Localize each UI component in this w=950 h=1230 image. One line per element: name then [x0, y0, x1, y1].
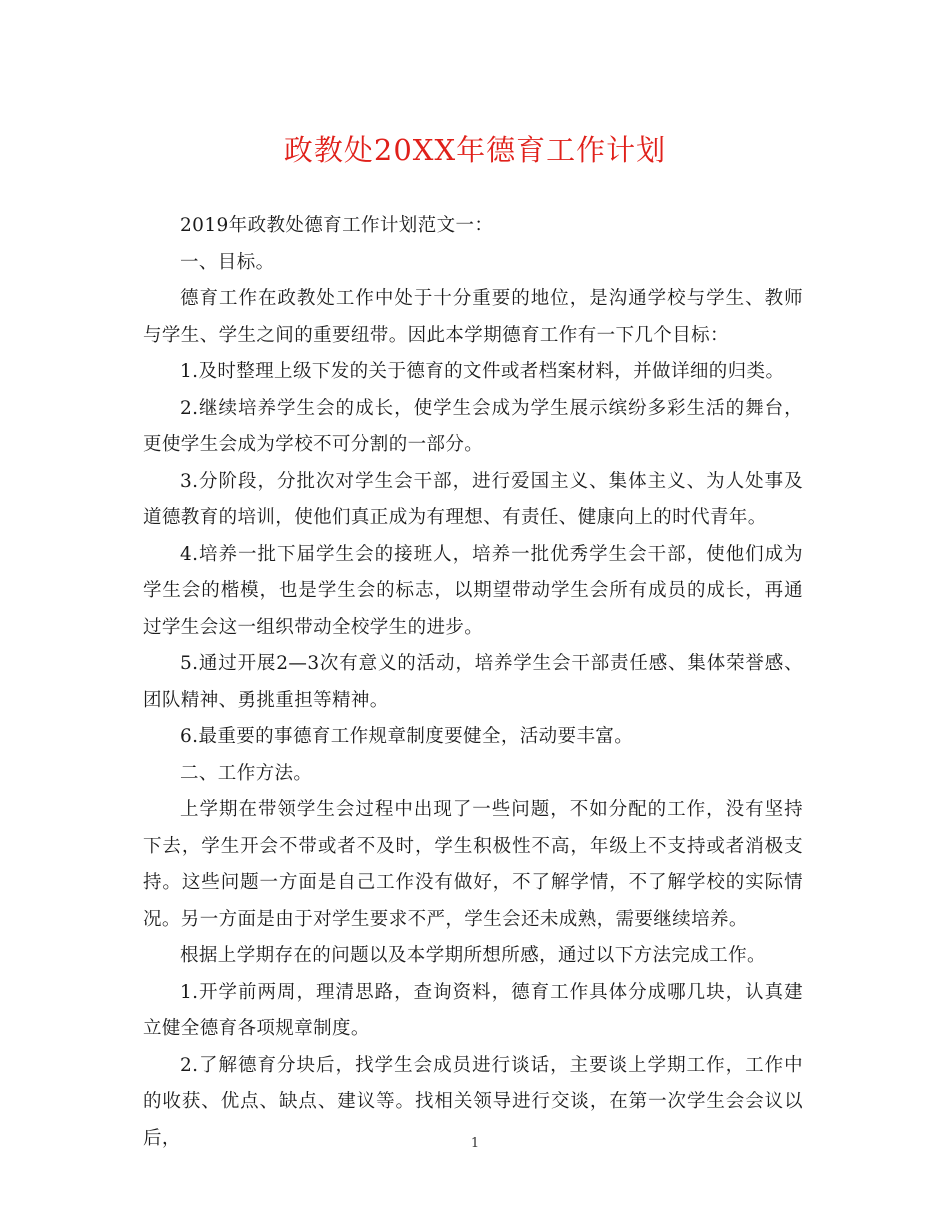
method-item-1: 1.开学前两周，理清思路，查询资料，德育工作具体分成哪几块，认真建立健全德育各项规章制度。 [143, 981, 803, 1039]
method-item-2: 2.了解德育分块后，找学生会成员进行谈话，主要谈上学期工作，工作中的收获、优点、缺点、建议等。找相关领导进行交谈，在第一次学生会会议以后， [143, 1054, 803, 1149]
goal-item-4: 4.培养一批下届学生会的接班人，培养一批优秀学生会干部，使他们成为学生会的楷模，也是学生会的标志，以期望带动学生会所有成员的成长，再通过学生会这一组织带动全校学生的进步。 [143, 543, 803, 638]
document-body [143, 208, 803, 1157]
paragraph-intro: 2019年政教处德育工作计划范文一： [180, 215, 494, 236]
goal-item-3: 3.分阶段，分批次对学生会干部，进行爱国主义、集体主义、为人处事及道德教育的培训，使他们真正成为有理想、有责任、健康向上的时代青年。 [143, 470, 803, 528]
page-number: 1 [470, 1136, 480, 1151]
goal-item-2: 2.继续培养学生会的成长，使学生会成为学生展示缤纷多彩生活的舞台，更使学生会成为学校不可分割的一部分。 [143, 397, 803, 455]
paragraph-previous-problems: 上学期在带领学生会过程中出现了一些问题，不如分配的工作，没有坚持下去，学生开会不带或者不及时，学生积极性不高，年级上不支持或者消极支持。这些问题一方面是自己工作没有做好，不了解学情，不了解学校的实际情况。另一方面是由于对学生要求不严，学生会还未成熟，需要继续培养。 [143, 799, 803, 930]
goal-item-5: 5.通过开展2—3次有意义的活动，培养学生会干部责任感、集体荣誉感、团队精神、勇挑重担等精神。 [143, 653, 803, 711]
goal-item-1: 1.及时整理上级下发的关于德育的文件或者档案材料，并做详细的归类。 [180, 361, 785, 382]
heading-methods: 二、工作方法。 [180, 762, 313, 784]
paragraph-goals-overview: 德育工作在政教处工作中处于十分重要的地位，是沟通学校与学生、教师与学生、学生之间的重要纽带。因此本学期德育工作有一下几个目标： [143, 288, 803, 346]
paragraph-methods-intro: 根据上学期存在的问题以及本学期所想所感，通过以下方法完成工作。 [180, 945, 766, 966]
goal-item-6: 6.最重要的事德育工作规章制度要健全，活动要丰富。 [180, 726, 634, 747]
heading-goals: 一、目标。 [180, 251, 275, 273]
document-title: 政教处20XX年德育工作计划 [283, 133, 667, 167]
